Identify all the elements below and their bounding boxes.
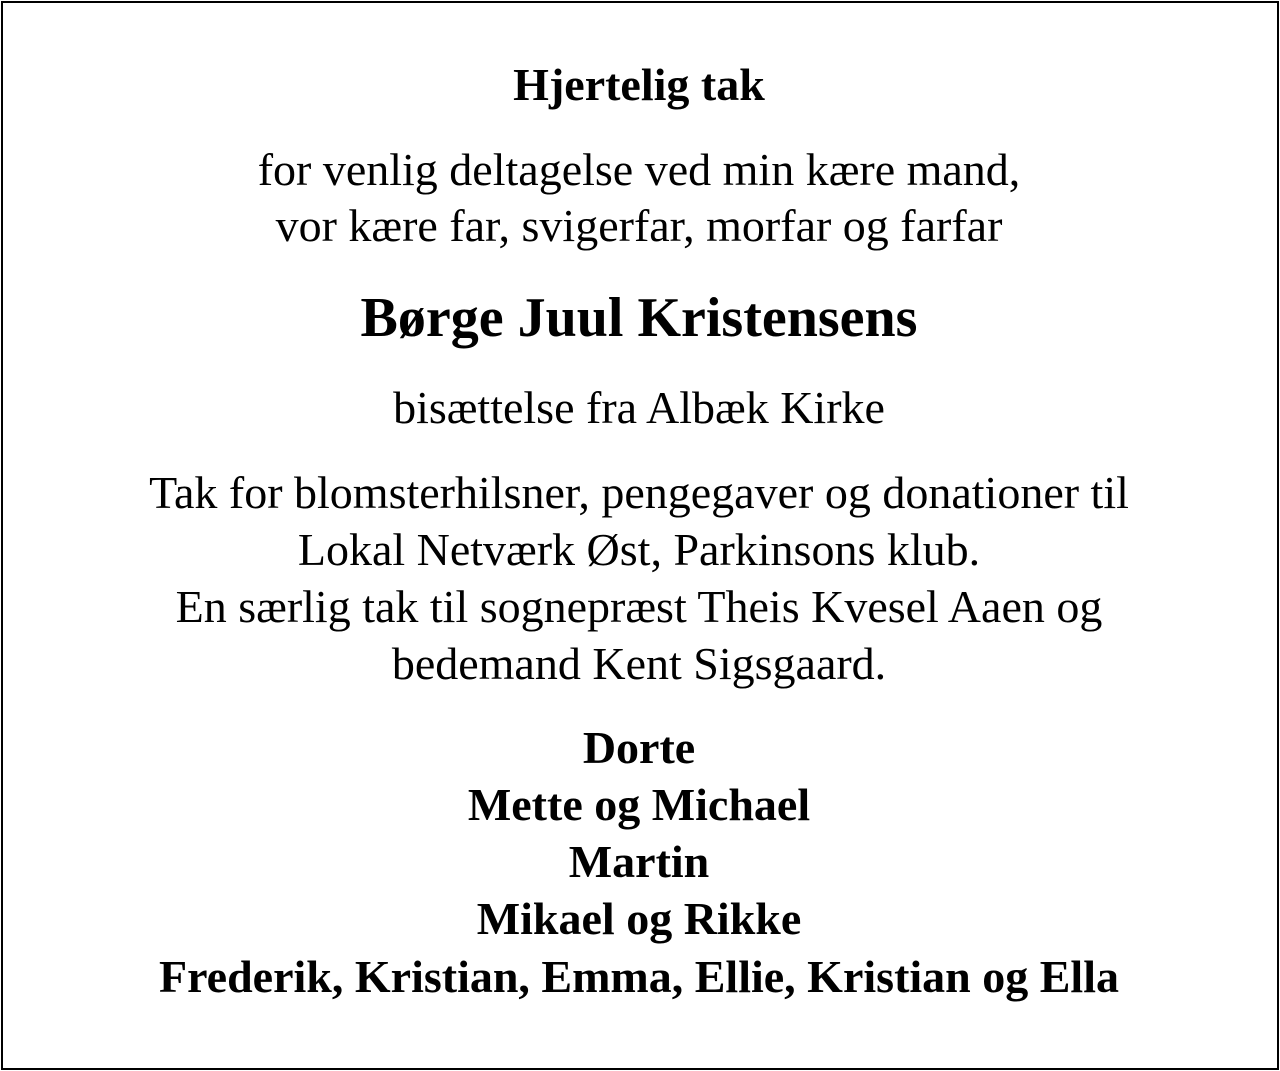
thanks-line-1: Tak for blomsterhilsner, pengegaver og donationer til <box>149 467 1129 518</box>
thanks-line-3: En særlig tak til sognepræst Theis Kvesel Aaen og <box>175 581 1103 632</box>
signature-line-5: Frederik, Kristian, Emma, Ellie, Kristian og Ella <box>158 951 1119 1002</box>
signature-line-1: Dorte <box>582 722 696 773</box>
intro-line-2: vor kære far, svigerfar, morfar og farfar <box>275 200 1003 251</box>
thanks-line-4: bedemand Kent Sigsgaard. <box>391 638 887 689</box>
signature-line-4: Mikael og Rikke <box>476 893 802 944</box>
signature-line-3: Martin <box>568 836 710 887</box>
thanks-line-2: Lokal Netværk Øst, Parkinsons klub. <box>297 524 981 575</box>
notice-heading: Hjertelig tak <box>513 59 765 110</box>
deceased-name: Børge Juul Kristensens <box>360 287 918 349</box>
intro-line-1: for venlig deltagelse ved min kære mand, <box>257 144 1021 195</box>
signature-line-2: Mette og Michael <box>467 779 811 830</box>
ceremony-line: bisættelse fra Albæk Kirke <box>393 382 885 433</box>
